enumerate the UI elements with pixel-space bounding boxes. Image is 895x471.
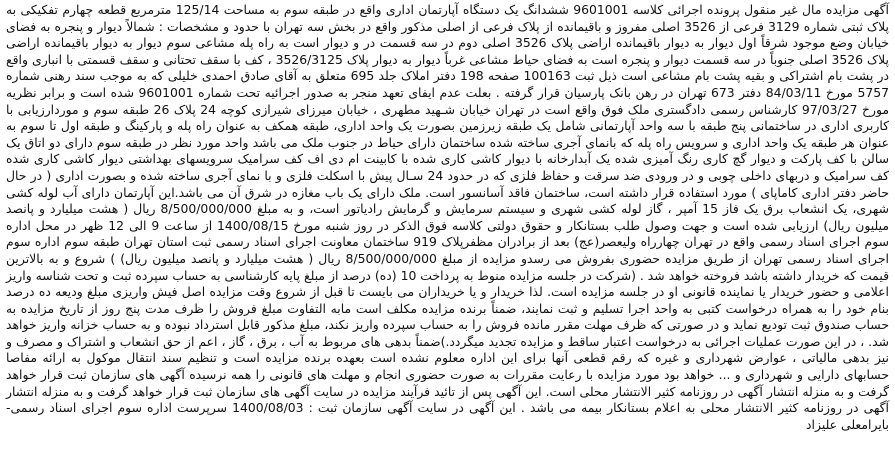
auction-notice-text: آگهی مزایده مال غیر منقول پرونده اجرائی کلاسه 9601001 ششدانگ یک دستگاه آپارتمان اداری واقع در طبقه سوم به مساحت 125/14 مترمربع قطعه چهارم تفکیکی به پلاک ثبتی شماره 3129 فرعی از 3526 اصلی مفروز و باقیمانده از پلاک فرعی از اصلی مذکور واقع در بخش سه تهران با حدود و مشخصات : شمالاً دیوار و پنجره به فضای خیابان وضع موجود شرقاً اول دیوار به دیوار باقیمانده اراضی پلاک 3526 اصلی دوم در سه قسمت در و دیوار است به راه پله مشاعی سوم دیوار به دیوار باقیمانده اراضی پلاک 3526 اصلی جنوباً در سه قسمت دیوار و پنجره است به فضای حیاط مشاعی غرباً دیوار به دیوار پلاک 3526/3125 ، کف با سقف تحتانی و سقف قسمتی با انباری واقع در پشت بام اشتراکی و بقیه پشت بام مشاعی است ذیل ثبت 100163 صفحه 198 دفتر املاک جلد 695 متعلق به آقای صادق احمدی خلیلی که به موجب سند رهنی شماره 5757 مورخ 84/03/11 دفتر 673 تهران در رهن بانک پارسیان قرار گرفته . بعلت عدم ایفای تعهد منجر به صدور اجرائیه تحت شماره 9601001 شده است و برابر نظریه مورخ 97/03/27 کارشناس رسمی دادگستری ملک فوق واقع است در تهران خیابان شـهید مطهری ، خیابان میرزای شیرازی کوچه 24 پلاک 26 طبقه سوم و موردارزیابی با کاربری اداری در ساختمانی پنج طبقه با سه واحد آپارتمانی شامل یک طبقه زیرزمین بصورت یک واحد اداری، طبقه همکف به عنوان راه پله و پارکینگ و طبقه اول تا سوم به عنوان هر طبقه یک واحد اداری و سرویس راه پله که بانمای آجری ساخته شده ساختمان دارای حیاط در جنوب ملک می باشد واحد مورد نظر در طبقه سوم دارای دو اتاق یک سالن با کف پارکت و دیوار گچ کاری رنگ آمیزی شده یک آبدارخانه با دیوار کاشی کاری شده با کابینت ام دی اف کف سرامیک سرویسهای بهداشتی دیوار کاشی کاری شده کف سرامیک و دربهای داخلی چوبی و در ورودی ضد سرقت و حفاظ فلزی که در حدود 24 سـال پیش با اسکلت فلزی و با نمای آجری ساخته شده و بصورت اداری ( در حال حاضر دفتر اداری کاماپای ) مورد استفاده قرار داشته است، ساختمان فاقد آسانسور است. ملک دارای یک باب مغازه در شرق آن می باشد.این آپارتمان دارای آب لوله کشی شهری، یک انشعاب برق یک فاز 15 آمپر ، گاز لوله کشی شهری و سیستم سرمایش و گرمایش رادیاتور است، و به مبلغ 8/500/000/000 ریال ( هشت میلیارد و پانصد میلیون ریال) ارزیابی شده است و جهت وصول طلب بستانکار و حقوق دولتی کلاسه فوق الذکر در روز شنبه مورخ 1400/08/15 از ساعت 9 الی 12 ظهر در محل اداره سوم اجرای اسناد رسمی واقع در تهران چهارراه ولیعصر(عج) بعد از برادران مظفرپلاک 919 ساختمان معاونت اجرای اسناد رسمی ثبت استان تهران طبقه سوم اداره سوم اجرای اسناد رسمی تهران از طریق مزایده حضوری بفروش می رسدو مزایده از مبلغ 8/500/000/000 ریال ( هشت میلیارد و پانصد میلیون ریال) ) شروع و به بالاترین قیمت که خریدار داشته باشد فروخته خواهد شد . (شرکت در جلسه مزایده منوط به پرداخت 10 (ده) درصد از مبلغ پایه کارشناسی به حساب سپرده ثبت و تحت شناسه واریز اعلامی و حضور خریدار یا نماینده قانونی او در جلسه مزایده است. لذا خریدار و یا خریداران می بایست تا قبل از شروع وقت مزایده اصل فیش واریزی مبلغ ودیعه ده درصد بنام خود را به همراه درخواست کتبی به واحد اجرا تسلیم و ثبت نمایند، ضمناً برنده مزایده مکلف است مابه التفاوت مبلغ فروش را ظرف مدت پنج روز از تاریخ مزایده به حساب صندوق ثبت تودیع نماید و در صورتی که ظرف مهلت مقرر مانده فروش را به حساب سپرده واریز نکند، مبلغ مذکور قابل استرداد نبوده و به حساب خزانه واریز خواهد شد. ، در این صورت عملیات اجرائی به درخواست اعتبار ساقط و مزایده تجدید میگردد.)ضمناً بدهی های مربوط به آب ، برق ، گاز ، اعم از حق انشعاب و اشتراک و مصرف و نیز بدهی مالیاتی ، عوارض شهرداری و غیره که رقم قطعی آنها برای این اداره معلوم نشده است بعهده برنده مزایده است و تنظیم سند انتقال موکول به ارائه مفاصا حسابهای دارایی و شهرداری و ... خواهد بود مورد مزایده با رعایت مقررات به صورت حضوری انجام و مهلت های قانونی را همه نرسیده آگهی های سازمان ثبت قرار خواهد گرفت و به منزله انتشار آگهی در روزنامه کثیر الانتشار محلی است. این آگهی پس از تائید فرآیند مزایده در سایت آگهی های سازمان ثبت قرار خواهد گرفت و به منزله انتشار آگهی در روزنامه کثیر الانتشار محلی به اعلام بستانکار بیمه می باشد . این آگهی در سایت آگهی سازمان ثبت : 1400/08/03 سرپرست اداره سوم اجرای اسناد رسمی- بایرامعلی علیزاد [6, 2, 889, 432]
